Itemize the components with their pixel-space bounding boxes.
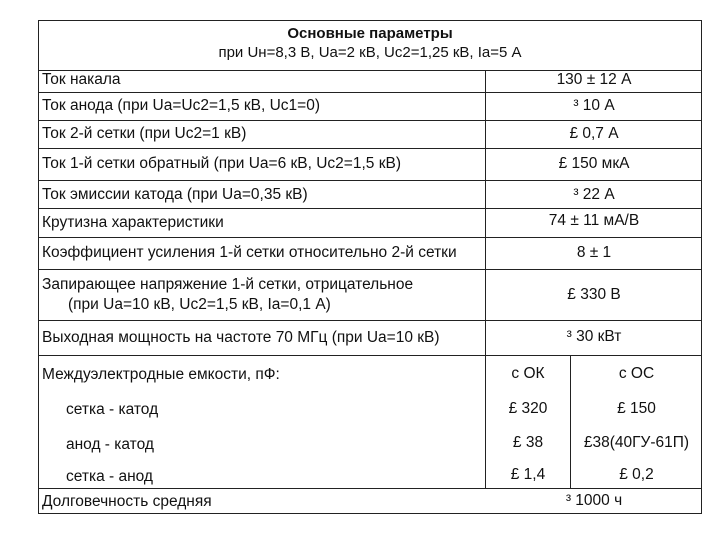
capacitance-item-v2: £ 0,2 [619, 466, 654, 483]
row-value: ³ 30 кВт [566, 328, 622, 345]
capacitance-item-label: сетка - анод [66, 468, 153, 485]
row-value: 130 ± 12 А [556, 71, 632, 88]
capacitance-label: Междуэлектродные емкости, пФ: [42, 366, 280, 383]
row-label: Коэффициент усиления 1-й сетки относительно 2-й сетки [42, 244, 457, 261]
table-title: Основные параметры [287, 25, 453, 42]
row-value: 8 ± 1 [576, 244, 612, 261]
capacitance-col1-header: с ОК [511, 365, 545, 382]
row-value: £ 0,7 А [569, 125, 619, 142]
row-label-line1: Запирающее напряжение 1-й сетки, отрицательное [42, 276, 414, 293]
row-divider [38, 355, 702, 356]
row-value: ³ 10 А [573, 97, 615, 114]
row-divider [38, 320, 702, 321]
row-value: 74 ± 11 мА/В [548, 212, 640, 229]
capacitance-item-v2: £ 150 [617, 400, 656, 417]
longevity-value: ³ 1000 ч [565, 492, 623, 509]
table-subtitle: при Uн=8,3 В, Uа=2 кВ, Uс2=1,25 кВ, Iа=5 А [218, 44, 522, 61]
row-divider [38, 180, 702, 181]
capacitance-item-label: сетка - катод [66, 401, 159, 418]
capacitance-item-v1: £ 1,4 [510, 466, 546, 483]
capacitance-item-v1: £ 38 [512, 434, 544, 451]
row-divider [38, 120, 702, 121]
capacitance-item-v1: £ 320 [508, 400, 548, 417]
row-label: Ток 2-й сетки (при Uс2=1 кВ) [42, 125, 247, 142]
row-label: Ток накала [42, 71, 121, 88]
longevity-label: Долговечность средняя [42, 493, 212, 510]
row-label: Ток 1-й сетки обратный (при Uа=6 кВ, Uс2=1,5 кВ) [42, 155, 401, 172]
row-divider [38, 488, 702, 489]
row-label: Крутизна характеристики [42, 214, 224, 231]
row-divider [38, 92, 702, 93]
row-divider [38, 269, 702, 270]
row-label: Ток анода (при Uа=Uс2=1,5 кВ, Uс1=0) [42, 97, 321, 114]
row-divider [38, 208, 702, 209]
row-value: £ 150 мкА [558, 155, 630, 172]
capacitance-item-label: анод - катод [66, 436, 154, 453]
row-value: ³ 22 А [573, 186, 615, 203]
capacitance-item-v2: £38(40ГУ-61П) [583, 434, 690, 451]
capacitance-col2-header: с ОС [618, 365, 655, 382]
row-divider [38, 237, 702, 238]
row-label: Выходная мощность на частоте 70 МГц (при Uа=10 кВ) [42, 329, 440, 346]
row-label-line2: (при Uа=10 кВ, Uс2=1,5 кВ, Iа=0,1 А) [68, 296, 331, 313]
row-divider [38, 148, 702, 149]
row-label: Ток эмиссии катода (при Uа=0,35 кВ) [42, 186, 308, 203]
row-value: £ 330 В [567, 286, 621, 303]
